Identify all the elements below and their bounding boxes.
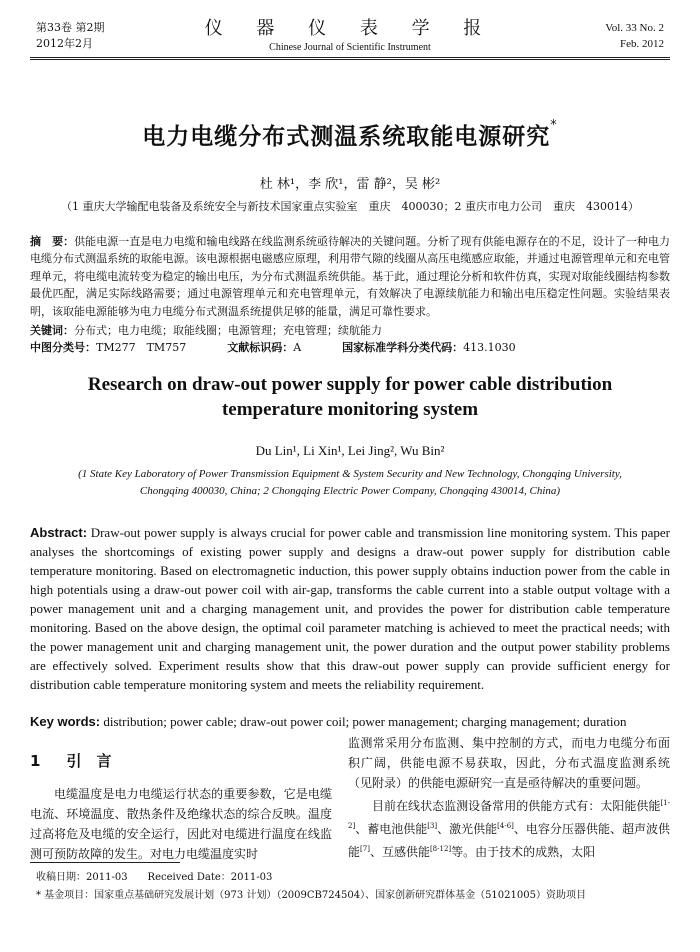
affiliation-en-line2: Chongqing 400030, China; 2 Chongqing Electric Power Company, Chongqing 430014, China) [139, 485, 561, 497]
paper-title-en [0, 372, 700, 422]
abstract-cn [30, 233, 670, 320]
subject-code-value: 413.1030 [463, 341, 516, 354]
citation-2: [3] [427, 822, 438, 830]
para3-part-f: 等。由于技术的成熟，太阳 [451, 845, 596, 859]
para3-part-d: 、电容分压器供能、超声波供能 [348, 822, 670, 859]
clc-label: 中图分类号： [30, 341, 96, 354]
header-rule [30, 57, 670, 58]
header-rule-2 [30, 59, 670, 60]
section-heading [30, 750, 137, 771]
intro-paragraph-1: 电缆温度是电力电缆运行状态的重要参数，它是电缆电流、环境温度、散热条件及绝缘状态的综合反映。温度过高将危及电缆的安全运行，因此对电缆进行温度在线监测可预防故障的发生。对电力电缆温度实时 [30, 787, 332, 861]
keywords-en-label: Key words: [30, 714, 101, 729]
body-right-column [348, 733, 670, 862]
citation-4: [7] [360, 845, 370, 853]
fund-note: * 基金项目：国家重点基础研究发展计划（973 计划）（2009CB724504）、国家创新研究群体基金（51021005）资助项目 [36, 890, 586, 901]
date-cn: 2012年2月 [36, 37, 93, 50]
para3-part-e: 、互感供能 [369, 845, 430, 859]
intro-paragraph-3 [348, 793, 670, 862]
doc-code-value: A [293, 341, 302, 354]
keywords-en [30, 714, 670, 730]
title-en-line1: Research on draw-out power supply for power cable distribution [87, 374, 613, 395]
keywords-en-text: distribution; power cable; draw-out power coil; power management; charging management; duration [103, 714, 627, 729]
citation-3: [4-6] [497, 822, 514, 830]
title-footnote-mark: * [550, 118, 558, 133]
para3-part-c: 、激光供能 [437, 822, 498, 836]
title-en-line2: temperature monitoring system [221, 399, 479, 420]
journal-en: Chinese Journal of Scientific Instrument [269, 42, 431, 53]
abstract-en-label: Abstract: [30, 525, 88, 540]
received-date: 收稿日期：2011-03 Received Date：2011-03 [36, 872, 273, 883]
date-en: Feb. 2012 [620, 38, 664, 50]
authors-en: Du Lin¹, Li Xin¹, Lei Jing², Wu Bin² [255, 443, 445, 458]
doc-code-label: 文献标识码： [227, 341, 294, 354]
abstract-cn-text: 供能电源一直是电力电缆和输电线路在线监测系统亟待解决的关键问题。分析了现有供能电源存在的不足，设计了一种电力电缆分布式测温系统的取能电源。该电源根据电磁感应原理，利用带气隙的线圈从高压电缆感应取能，并通过电源管理单元和充电管理单元，将电缆电流转变为稳定的输出电压，为分布式测温系统供能。基于此，通过理论分析和软件仿真，实现对取能线圈结构参数最优匹配，满足实际线路需要；通过电源管理单元和充电管理单元，有效解决了电源续航能力和输出电压稳定性问题。实验结果表明，该取能电源能够为电力电缆分布式测温系统提供足够的能量，满足可靠性要求。 [30, 235, 670, 318]
header-right [605, 20, 664, 52]
intro-paragraph-2: 监测常采用分布监测、集中控制的方式，而电力电缆分布面积广阔，供能电源不易获取，因此，分布式温度监测系统（见附录）的供能电源研究一直是亟待解决的重要问题。 [348, 736, 670, 790]
volume-en: Vol. 33 No. 2 [605, 22, 664, 34]
para3-part-a: 目前在线状态监测设备常用的供能方式有：太阳能供能 [372, 799, 661, 813]
affiliation-en-line1: (1 State Key Laboratory of Power Transmission Equipment & System Security and New Technology, Chongqing University, [78, 468, 622, 480]
citation-1: [1-2] [348, 799, 670, 830]
journal-name [0, 14, 700, 53]
classification-line [30, 339, 670, 355]
abstract-en [30, 523, 670, 694]
subject-code-label: 国家标准学科分类代码： [342, 341, 464, 354]
journal-cn: 仪 器 仪 表 学 报 [204, 18, 496, 39]
abstract-en-text: Draw-out power supply is always crucial for power cable and transmission line monitoring system. This paper analyses the shortcomings of existing power supply and designs a draw-out power supply for distribution cable temperature monitoring. Based on electromagnetic induction, this power supply obtains induction power from the cable in high potentials using a draw-out power coil with air-gap, transforms the cable current into a stable output voltage with a power management unit and a charging management unit, and provides the power for distribution cable temperature monitoring. Based on the above design, the optimal coil parameter matching is achieved to meet the practical needs; with the power management unit and charging management unit, the power duration and the output power stability problems are effectively solved. Experiment results show that this draw-out power supply can provide sufficient energy for distribution cable temperature monitoring system and meets the reliability requirement. [30, 525, 671, 692]
abstract-cn-label: 摘 要： [30, 235, 75, 248]
keywords-cn-text: 分布式；电力电缆；取能线圈；电源管理；充电管理；续航能力 [74, 324, 382, 337]
section-title: 引 言 [66, 752, 112, 770]
affiliation-cn: （1 重庆大学输配电装备及系统安全与新技术国家重点实验室 重庆 400030；2 重庆市电力公司 重庆 430014） [61, 200, 639, 213]
clc-value: TM277 TM757 [96, 341, 187, 354]
volume-cn: 第33卷 第2期 [36, 21, 105, 34]
title-cn-text: 电力电缆分布式测温系统取能电源研究 [142, 124, 551, 150]
keywords-cn-label: 关键词： [30, 324, 74, 337]
body-left-column [30, 784, 332, 864]
footnote-rule [30, 862, 180, 863]
paper-title-cn [0, 118, 700, 151]
authors-cn: 杜 林¹，李 欣¹，雷 静²，吴 彬² [259, 177, 441, 192]
affiliation-en [0, 466, 700, 500]
section-number: 1 [30, 752, 41, 770]
citation-5: [8-12] [429, 845, 452, 853]
keywords-cn [30, 322, 670, 338]
para3-part-b: 、蓄电池供能 [355, 822, 428, 836]
